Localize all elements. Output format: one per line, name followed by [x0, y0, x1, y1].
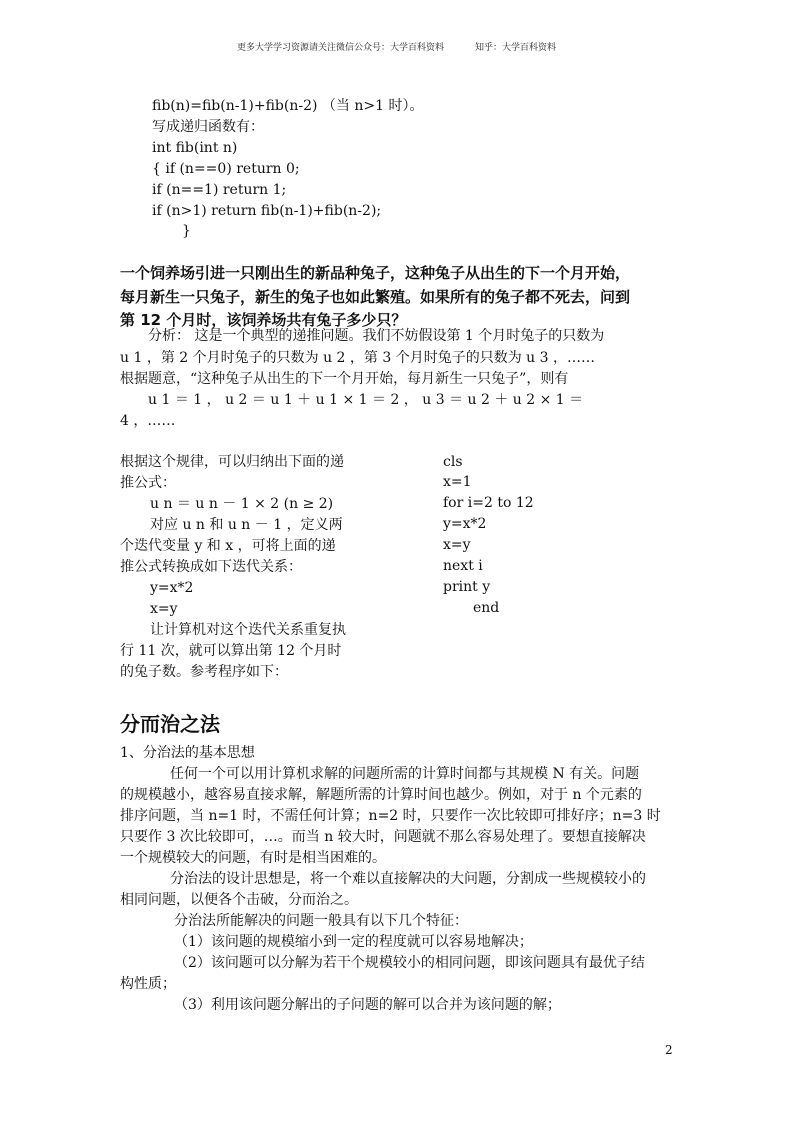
left-col-line: u n ＝ u n － 1 × 2 (n ≥ 2): [150, 496, 334, 512]
left-col-line: 让计算机对这个迭代关系重复执: [150, 622, 346, 638]
code-line: if (n>1) return fib(n-1)+fib(n-2);: [152, 203, 382, 219]
body-line: 相同问题，以便各个击破，分而治之。: [120, 892, 358, 908]
left-col-line: 个迭代变量 y 和 x ，可将上面的递: [120, 538, 336, 554]
body-line: 任何一个可以用计算机求解的问题所需的计算时间都与其规模 N 有关。问题: [170, 766, 640, 782]
body-line: （1）该问题的规模缩小到一定的程度就可以容易地解决；: [174, 934, 533, 950]
analysis-line: u 1 ，第 2 个月时兔子的只数为 u 2 ，第 3 个月时兔子的只数为 u 3 ，……: [120, 350, 595, 366]
right-col-code-line: print y: [443, 579, 491, 595]
left-col-line: 根据这个规律，可以归纳出下面的递: [120, 454, 344, 470]
left-col-line: 的兔子数。参考程序如下：: [120, 664, 288, 680]
left-col-line: 推公式：: [120, 475, 176, 491]
left-col-line: 对应 u n 和 u n － 1 ，定义两: [150, 517, 343, 533]
body-line: 构性质；: [120, 976, 176, 992]
header-left-text: 更多大学学习资源请关注微信公众号：大学百科资料: [237, 43, 445, 53]
code-line: 写成递归函数有：: [152, 119, 264, 135]
section-title: 分而治之法: [120, 712, 220, 736]
analysis-line: 4 ，……: [120, 413, 176, 429]
body-line: 分治法所能解决的问题一般具有以下几个特征：: [174, 913, 468, 929]
code-line: if (n==1) return 1;: [152, 182, 287, 198]
right-col-code-line: x=1: [443, 474, 472, 490]
code-line: int fib(int n): [152, 140, 238, 156]
code-line: }: [182, 223, 191, 239]
code-line: fib(n)=fib(n-1)+fib(n-2) （当 n>1 时）。: [152, 98, 424, 114]
analysis-line: 根据题意，“这种兔子从出生的下一个月开始，每月新生一只兔子”，则有: [120, 371, 569, 387]
body-line: 的规模越小，越容易直接求解，解题所需的计算时间也越少。例如，对于 n 个元素的: [120, 787, 642, 803]
code-line: { if (n==0) return 0;: [152, 161, 300, 177]
analysis-line: 分析： 这是一个典型的递推问题。我们不妨假设第 1 个月时兔子的只数为: [148, 328, 605, 344]
body-line: 只要作 3 次比较即可，…。而当 n 较大时，问题就不那么容易处理了。要想直接解决: [120, 829, 646, 845]
right-col-code-line: x=y: [443, 537, 471, 553]
right-col-code-line: y=x*2: [443, 516, 487, 532]
problem-line: 一个饲养场引进一只刚出生的新品种兔子，这种兔子从出生的下一个月开始，: [120, 264, 631, 282]
left-col-line: y=x*2: [150, 580, 194, 596]
problem-line: 第 12 个月时，该饲养场共有兔子多少只？: [120, 311, 407, 329]
analysis-line: u 1 ＝ 1 ， u 2 ＝ u 1 ＋ u 1 × 1 ＝ 2 ， u 3 ＝ u 2 ＋ u 2 × 1 ＝: [148, 392, 584, 408]
body-line: （3）利用该问题分解出的子问题的解可以合并为该问题的解；: [174, 997, 561, 1013]
header-right-text: 知乎：大学百科资料: [474, 43, 556, 53]
page-number: 2: [665, 1043, 673, 1057]
body-line: 分治法的设计思想是，将一个难以直接解决的大问题，分割成一些规模较小的: [170, 871, 646, 887]
body-line: （2）该问题可以分解为若干个规模较小的相同问题，即该问题具有最优子结: [174, 955, 645, 971]
left-col-line: 行 11 次，就可以算出第 12 个月时: [120, 643, 342, 659]
left-col-line: x=y: [150, 601, 178, 617]
left-col-line: 推公式转换成如下迭代关系：: [120, 559, 302, 575]
right-col-code-line: next i: [443, 558, 483, 574]
body-line: 一个规模较大的问题，有时是相当困难的。: [120, 850, 386, 866]
subsection-title: 1、分治法的基本思想: [120, 745, 255, 761]
body-line: 排序问题，当 n=1 时，不需任何计算；n=2 时，只要作一次比较即可排好序；n=3 时: [120, 808, 661, 824]
page-header: [0, 40, 793, 53]
right-col-code-line: for i=2 to 12: [443, 495, 534, 511]
right-col-code-line: end: [473, 600, 500, 616]
problem-line: 每月新生一只兔子，新生的兔子也如此繁殖。如果所有的兔子都不死去，问到: [120, 288, 631, 306]
right-col-code-line: cls: [443, 454, 463, 470]
